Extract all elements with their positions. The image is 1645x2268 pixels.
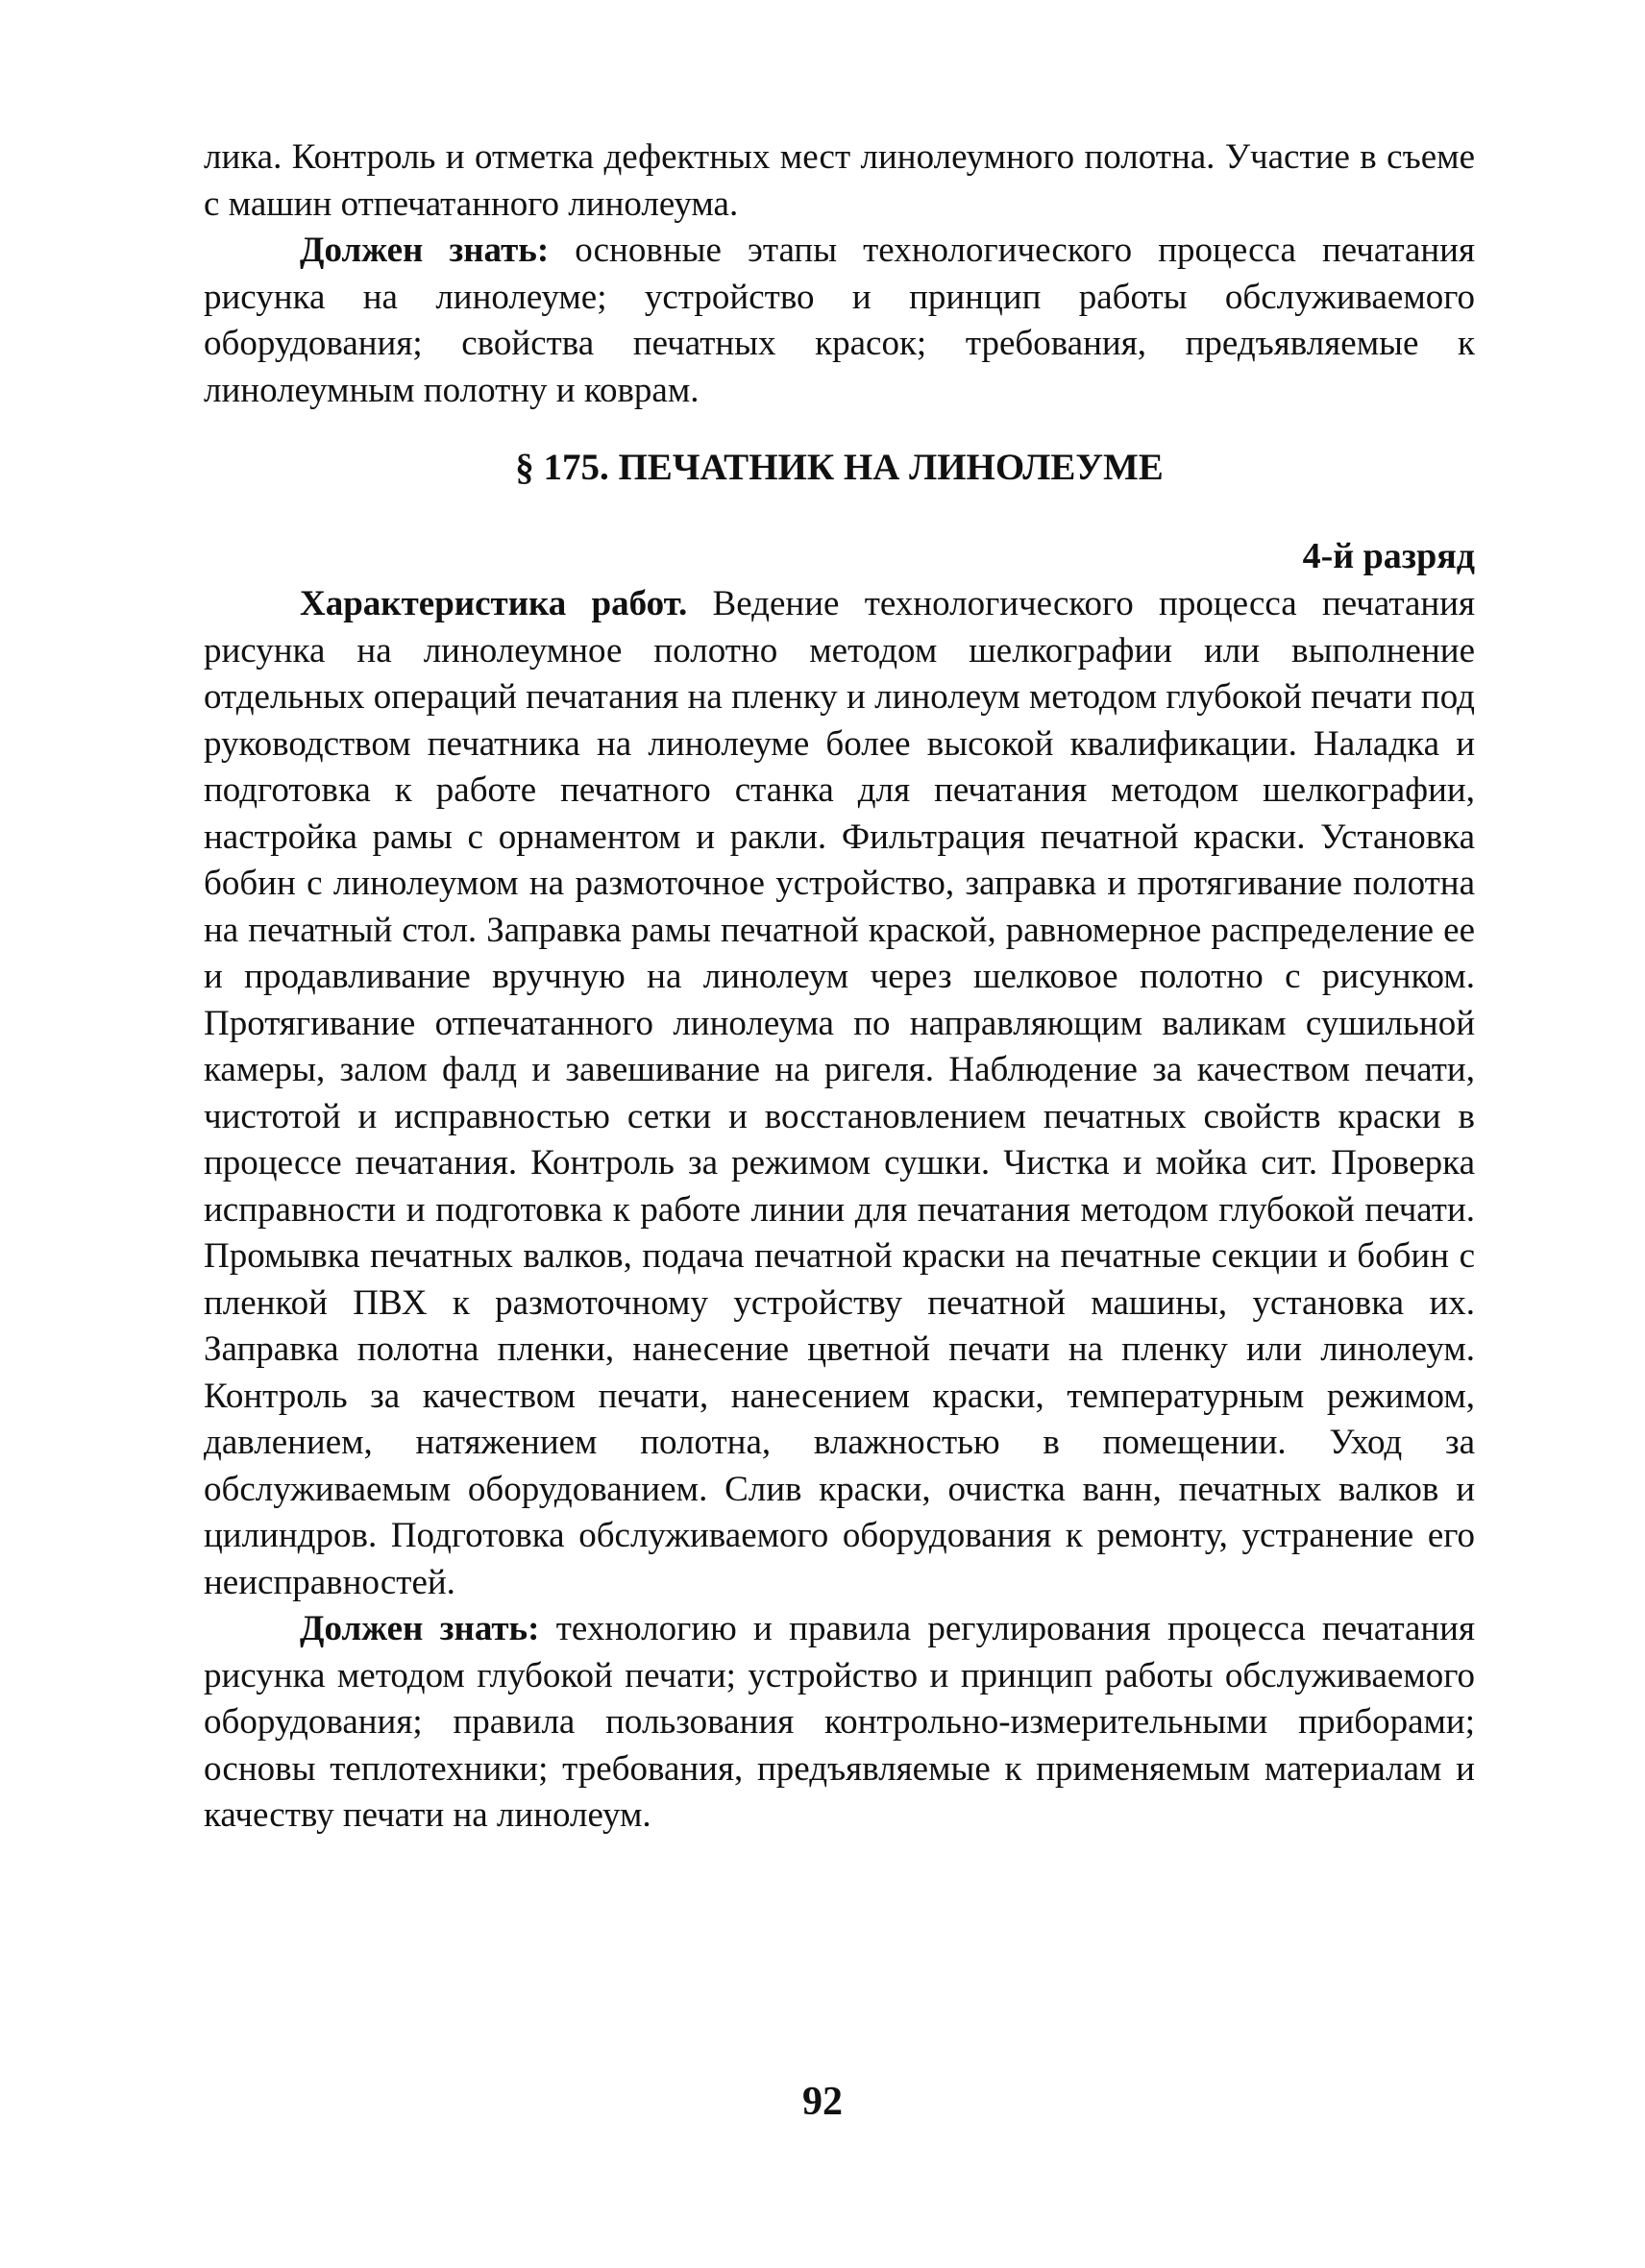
characteristics-lead: Характеристика работ. — [300, 584, 688, 623]
knowledge-lead: Должен знать: — [300, 1609, 540, 1648]
section-heading: § 175. ПЕЧАТНИК НА ЛИНОЛЕУМЕ — [515, 447, 1164, 488]
intro-continuation-paragraph: лика. Контроль и отметка дефектных мест линолеумного полотна. Участие в съеме с машин отпечатанного линолеума. — [204, 137, 1475, 224]
intro-knowledge-paragraph — [204, 228, 1475, 414]
page-number: 92 — [802, 2080, 843, 2124]
grade-label: 4-й разряд — [1302, 536, 1475, 576]
intro-knowledge-lead: Должен знать: — [300, 231, 550, 270]
knowledge-text: технологию и правила регулирования процесса печатания рисунка методом глубокой печати; устройство и принцип работы обслуживаемого оборудования; правила пользования контрольно-измерительными приборами; основы теплотехники; требования, предъявляемые к применяемым материалам и качеству печати на линолеум. — [204, 1609, 1475, 1835]
section-body — [204, 581, 1475, 1840]
characteristics-text: Ведение технологического процесса печатания рисунка на линолеумное полотно методом шелкографии или выполнение отдельных операций печатания на пленку и линолеум методом глубокой печати под руководством печатника на линолеуме более высокой квалификации. Наладка и подготовка к работе печатного станка для печатания методом шелкографии, настройка рамы с орнаментом и ракли. Фильтрация печатной краски. Установка бобин с линолеумом на размоточное устройство, заправка и протягивание полотна на печатный стол. Заправка рамы печатной краской, равномерное распределение ее и продавливание вручную на линолеум через шелковое полотно с рисунком. Протягивание отпечатанного линолеума по направляющим валикам сушильной камеры, залом фалд и завешивание на ригеля. Наблюдение за качеством печати, чистотой и исправностью сетки и восстановлением печатных свойств краски в процессе печатания. Контроль за режимом сушки. Чистка и мойка сит. Проверка исправности и подготовка к работе линии для печатания методом глубокой печати. Промывка печатных валков, подача печатной краски на печатные секции и бобин с пленкой ПВХ к размоточному устройству печатной машины, установка их. Заправка полотна пленки, нанесение цветной печати на пленку или линолеум. Контроль за качеством печати, нанесением краски, температурным режимом, давлением, натяжением полотна, влажностью в помещении. Уход за обслуживаемым оборудованием. Слив краски, очистка ванн, печатных валков и цилиндров. Подготовка обслуживаемого оборудования к ремонту, устранение его неисправностей. — [204, 584, 1476, 1602]
characteristics-paragraph — [204, 581, 1475, 1606]
intro-knowledge-text: основные этапы технологического процесса печатания рисунка на линолеуме; устройство и принцип работы обслуживаемого оборудования; свойства печатных красок; требования, предъявляемые к линолеумным полотну и коврам. — [204, 231, 1475, 410]
knowledge-paragraph — [204, 1606, 1475, 1840]
intro-block — [204, 134, 1475, 414]
